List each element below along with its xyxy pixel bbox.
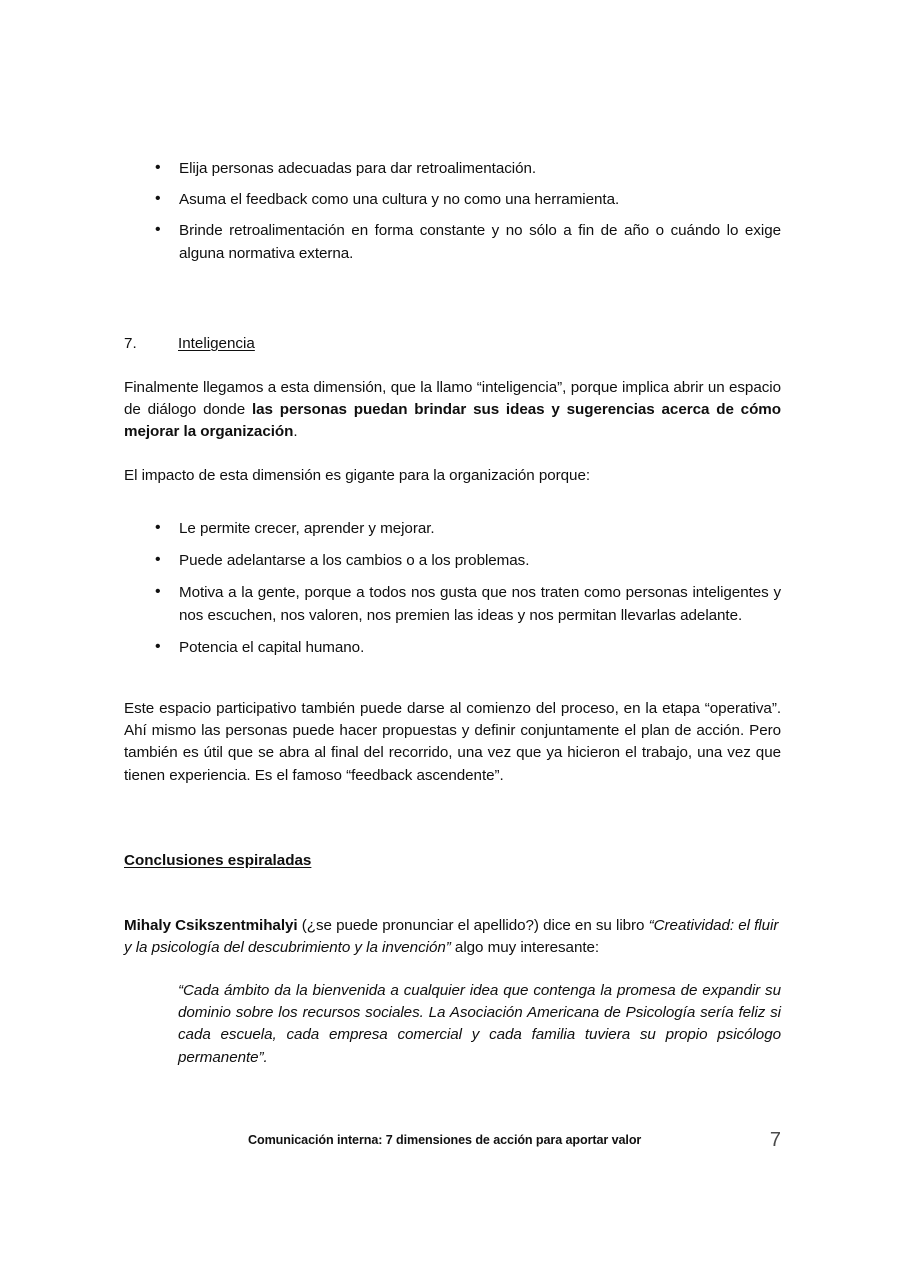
intro-text-bold: las personas puedan brindar sus ideas y sugerencias acerca de cómo mejorar la organización	[124, 401, 781, 441]
quote-block	[124, 980, 781, 1069]
author-name: Mihaly Csikszentmihalyi	[124, 917, 298, 934]
author-paragraph	[124, 915, 781, 959]
numbered-heading	[124, 333, 781, 355]
impact-bullet-list	[124, 518, 781, 659]
section-closing-paragraph	[124, 698, 781, 787]
list-item	[124, 220, 781, 264]
list-item	[124, 637, 781, 659]
footer-title: Comunicación interna: 7 dimensiones de acción para aportar valor	[248, 1133, 642, 1147]
section-title: Inteligencia	[178, 335, 255, 352]
page-number: 7	[769, 1129, 781, 1151]
page-footer	[124, 1131, 781, 1161]
conclusions-heading-block	[124, 850, 781, 872]
author-mid-text: (¿se puede pronunciar el apellido?) dice en su libro	[297, 917, 649, 934]
book-title: “Creatividad: el fluir y la psicología del descubrimiento y la invención”	[124, 917, 779, 957]
bullet-text: • Le permite crecer, aprender y mejorar.	[179, 520, 435, 537]
list-item	[124, 582, 781, 626]
bullet-text: • Brinde retroalimentación en forma constante y no sólo a fin de año o cuándo lo exige alguna normativa externa.	[179, 222, 781, 262]
section-heading-inteligencia	[124, 333, 781, 355]
intro-text-tail: .	[293, 423, 298, 441]
section-intro-paragraph	[124, 377, 781, 444]
author-tail-text: algo muy interesante:	[450, 939, 600, 957]
intro-text-lead: Finalmente llegamos a esta dimensión, que la llamo “inteligencia”, porque implica abrir un espacio de diálogo donde	[124, 379, 781, 419]
paragraph: El impacto de esta dimensión es gigante para la organización porque:	[124, 467, 591, 484]
list-item	[124, 189, 781, 211]
section-number: 7.	[124, 335, 137, 352]
paragraph	[124, 915, 781, 959]
top-bullet-section	[124, 158, 781, 265]
top-bullet-list	[124, 158, 781, 265]
bullet-text: • Motiva a la gente, porque a todos nos gusta que nos traten como personas inteligentes y nos escuchen, nos valoren, nos premien las ideas y nos permitan llevarlas adelante.	[179, 584, 781, 624]
bullet-text: • Puede adelantarse a los cambios o a los problemas.	[179, 552, 530, 570]
list-item	[124, 158, 781, 180]
paragraph: Este espacio participativo también puede darse al comienzo del proceso, en la etapa “operativa”. Ahí mismo las personas puede hacer propuestas y definir conjuntamente el plan de acción. Pero también es útil que se abra al final del recorrido, una vez que ya hicieron el trabajo, una vez que tienen experiencia. Es el famoso “feedback ascendente”.	[124, 700, 781, 784]
bullet-text: • Asuma el feedback como una cultura y no como una herramienta.	[179, 191, 620, 209]
list-item	[124, 550, 781, 572]
list-item	[124, 518, 781, 540]
conclusions-heading: Conclusiones espiraladas	[124, 852, 312, 869]
impact-bullet-section	[124, 518, 781, 659]
paragraph	[124, 377, 781, 444]
bullet-text: • Elija personas adecuadas para dar retroalimentación.	[179, 160, 537, 177]
quotation-text: “Cada ámbito da la bienvenida a cualquier idea que contenga la promesa de expandir su dominio sobre los recursos sociales. La Asociación Americana de Psicología sería feliz si cada escuela, cada empresa comercial y cada familia tuviera su propio psicólogo permanente”.	[178, 982, 781, 1066]
impact-lead-paragraph	[124, 465, 781, 487]
bullet-text: • Potencia el capital humano.	[179, 638, 365, 656]
